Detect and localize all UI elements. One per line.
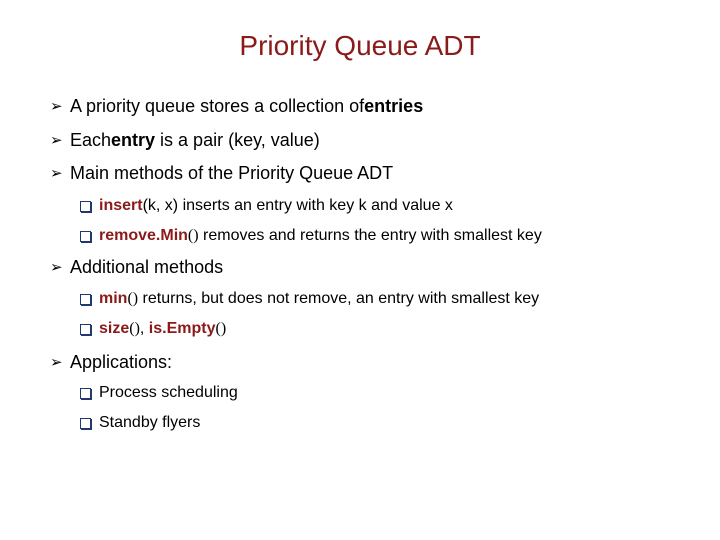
method-args: () (127, 290, 139, 307)
checkbox-icon (80, 201, 91, 212)
checkbox-icon (80, 418, 91, 429)
bullet-text: Applications: (70, 351, 173, 372)
arrowhead-icon: ➢ (50, 131, 63, 149)
sub-bullet-removemin (80, 225, 542, 247)
method-args: (k, x) (142, 197, 179, 214)
sub-bullet-process-scheduling (80, 382, 238, 404)
arrowhead-icon: ➢ (50, 97, 63, 115)
bullet-entries (50, 94, 423, 118)
sub-bullet-text: returns, but does not remove, an entry with smallest key (138, 290, 540, 307)
bullet-text-post: is a pair (key, value) (155, 129, 320, 150)
checkbox-icon (80, 388, 91, 399)
arrowhead-icon: ➢ (50, 353, 63, 371)
sub-bullet-text: Process scheduling (99, 384, 238, 401)
checkbox-icon (80, 294, 91, 305)
bullet-text: A priority queue stores a collection of (70, 95, 365, 116)
method-args: () (187, 227, 199, 244)
bullet-applications (50, 350, 172, 374)
bullet-entry-pair (50, 128, 320, 152)
slide-title: Priority Queue ADT (239, 30, 481, 61)
separator: , (139, 320, 149, 337)
sub-bullet-size-isempty (80, 318, 226, 340)
sub-bullet-text: removes and returns the entry with smallest key (198, 227, 542, 244)
bullet-bold-text: entry (111, 129, 156, 150)
method-args: () (215, 320, 227, 337)
sub-bullet-text: Standby flyers (99, 414, 201, 431)
method-name: size (99, 320, 130, 337)
bullet-bold-text: entries (364, 95, 424, 116)
bullet-text: Additional methods (70, 256, 224, 277)
method-name: min (99, 290, 128, 307)
sub-bullet-insert (80, 195, 453, 217)
sub-bullet-min (80, 288, 539, 310)
sub-bullet-text: inserts an entry with key k and value x (178, 197, 453, 214)
checkbox-icon (80, 231, 91, 242)
method-name: is.Empty (148, 320, 216, 337)
sub-bullet-standby-flyers (80, 412, 200, 434)
bullet-text-pre: Each (70, 129, 112, 150)
method-name: remove.Min (99, 227, 188, 244)
bullet-text: Main methods of the Priority Queue ADT (70, 162, 394, 183)
bullet-additional-methods (50, 255, 223, 279)
method-name: insert (99, 197, 143, 214)
method-args: () (129, 320, 140, 337)
bullet-main-methods (50, 161, 393, 185)
arrowhead-icon: ➢ (50, 258, 63, 276)
arrowhead-icon: ➢ (50, 164, 63, 182)
checkbox-icon (80, 324, 91, 335)
